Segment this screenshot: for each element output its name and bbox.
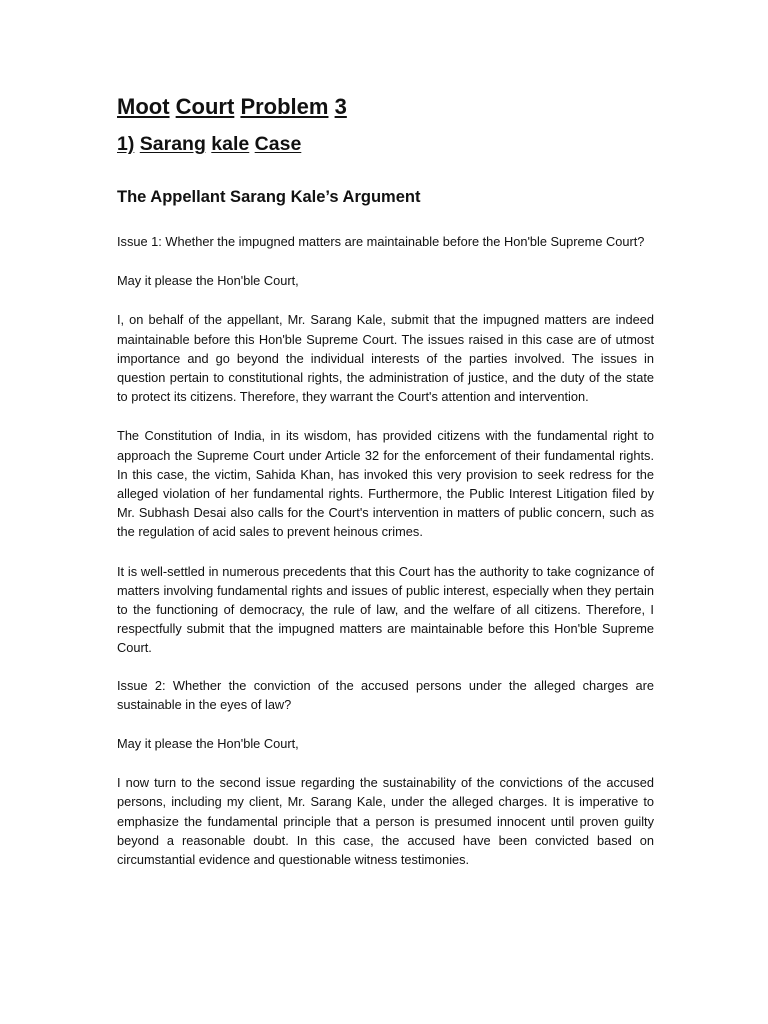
subtitle-word: Sarang: [139, 133, 206, 155]
subtitle-word: 1): [117, 133, 135, 155]
case-subtitle: [117, 130, 654, 158]
subtitle-word: Case: [254, 133, 302, 155]
title-word: Problem: [240, 94, 329, 119]
issue-1-question: Issue 1: Whether the impugned matters are maintainable before the Hon'ble Supreme Court?: [117, 234, 645, 249]
argument-paragraph: I now turn to the second issue regarding the sustainability of the convictions of the accused persons, including my client, Mr. Sarang Kale, under the alleged charges. It is imperative to emphasize the fundamental principle that a person is presumed innocent until proven guilty beyond a reasonable doubt. In this case, the accused have been convicted based on circumstantial evidence and questionable witness testimonies.: [117, 775, 654, 868]
section-heading: The Appellant Sarang Kale’s Argument: [117, 188, 421, 206]
subtitle-word: kale: [211, 133, 250, 155]
argument-paragraph: The Constitution of India, in its wisdom, has provided citizens with the fundamental right to approach the Supreme Court under Article 32 for the enforcement of their fundamental rights. In this case, the victim, Sahida Khan, has invoked this very provision to seek redress for the alleged violation of her fundamental rights. Furthermore, the Public Interest Litigation filed by Mr. Subhash Desai also calls for the Court's intervention in matters of public concern, such as the regulation of acid sales to prevent heinous crimes.: [117, 428, 654, 540]
document-page: [117, 92, 654, 869]
issue-2-question: Issue 2: Whether the conviction of the accused persons under the alleged charges are sustainable in the eyes of law?: [117, 677, 654, 712]
title-word: 3: [334, 94, 347, 119]
title-word: Moot: [117, 94, 170, 119]
title-word: Court: [175, 94, 235, 119]
salutation: May it please the Hon'ble Court,: [117, 273, 299, 289]
salutation: May it please the Hon'ble Court,: [117, 736, 299, 752]
document-title: [117, 92, 654, 122]
argument-paragraph: I, on behalf of the appellant, Mr. Sarang Kale, submit that the impugned matters are indeed maintainable before this Hon'ble Supreme Court. The issues raised in this case are of utmost importance and go beyond the individual interests of the parties involved. The issues in question pertain to constitutional rights, the administration of justice, and the duty of the state to protect its citizens. Therefore, they warrant the Court's attention and intervention.: [117, 312, 654, 405]
argument-paragraph: It is well-settled in numerous precedents that this Court has the authority to take cognizance of matters involving fundamental rights and issues of public interest, especially when they pertain to the functioning of democracy, the rule of law, and the welfare of all citizens. Therefore, I respectfully submit that the impugned matters are maintainable before this Hon'ble Supreme Court.: [117, 563, 654, 656]
